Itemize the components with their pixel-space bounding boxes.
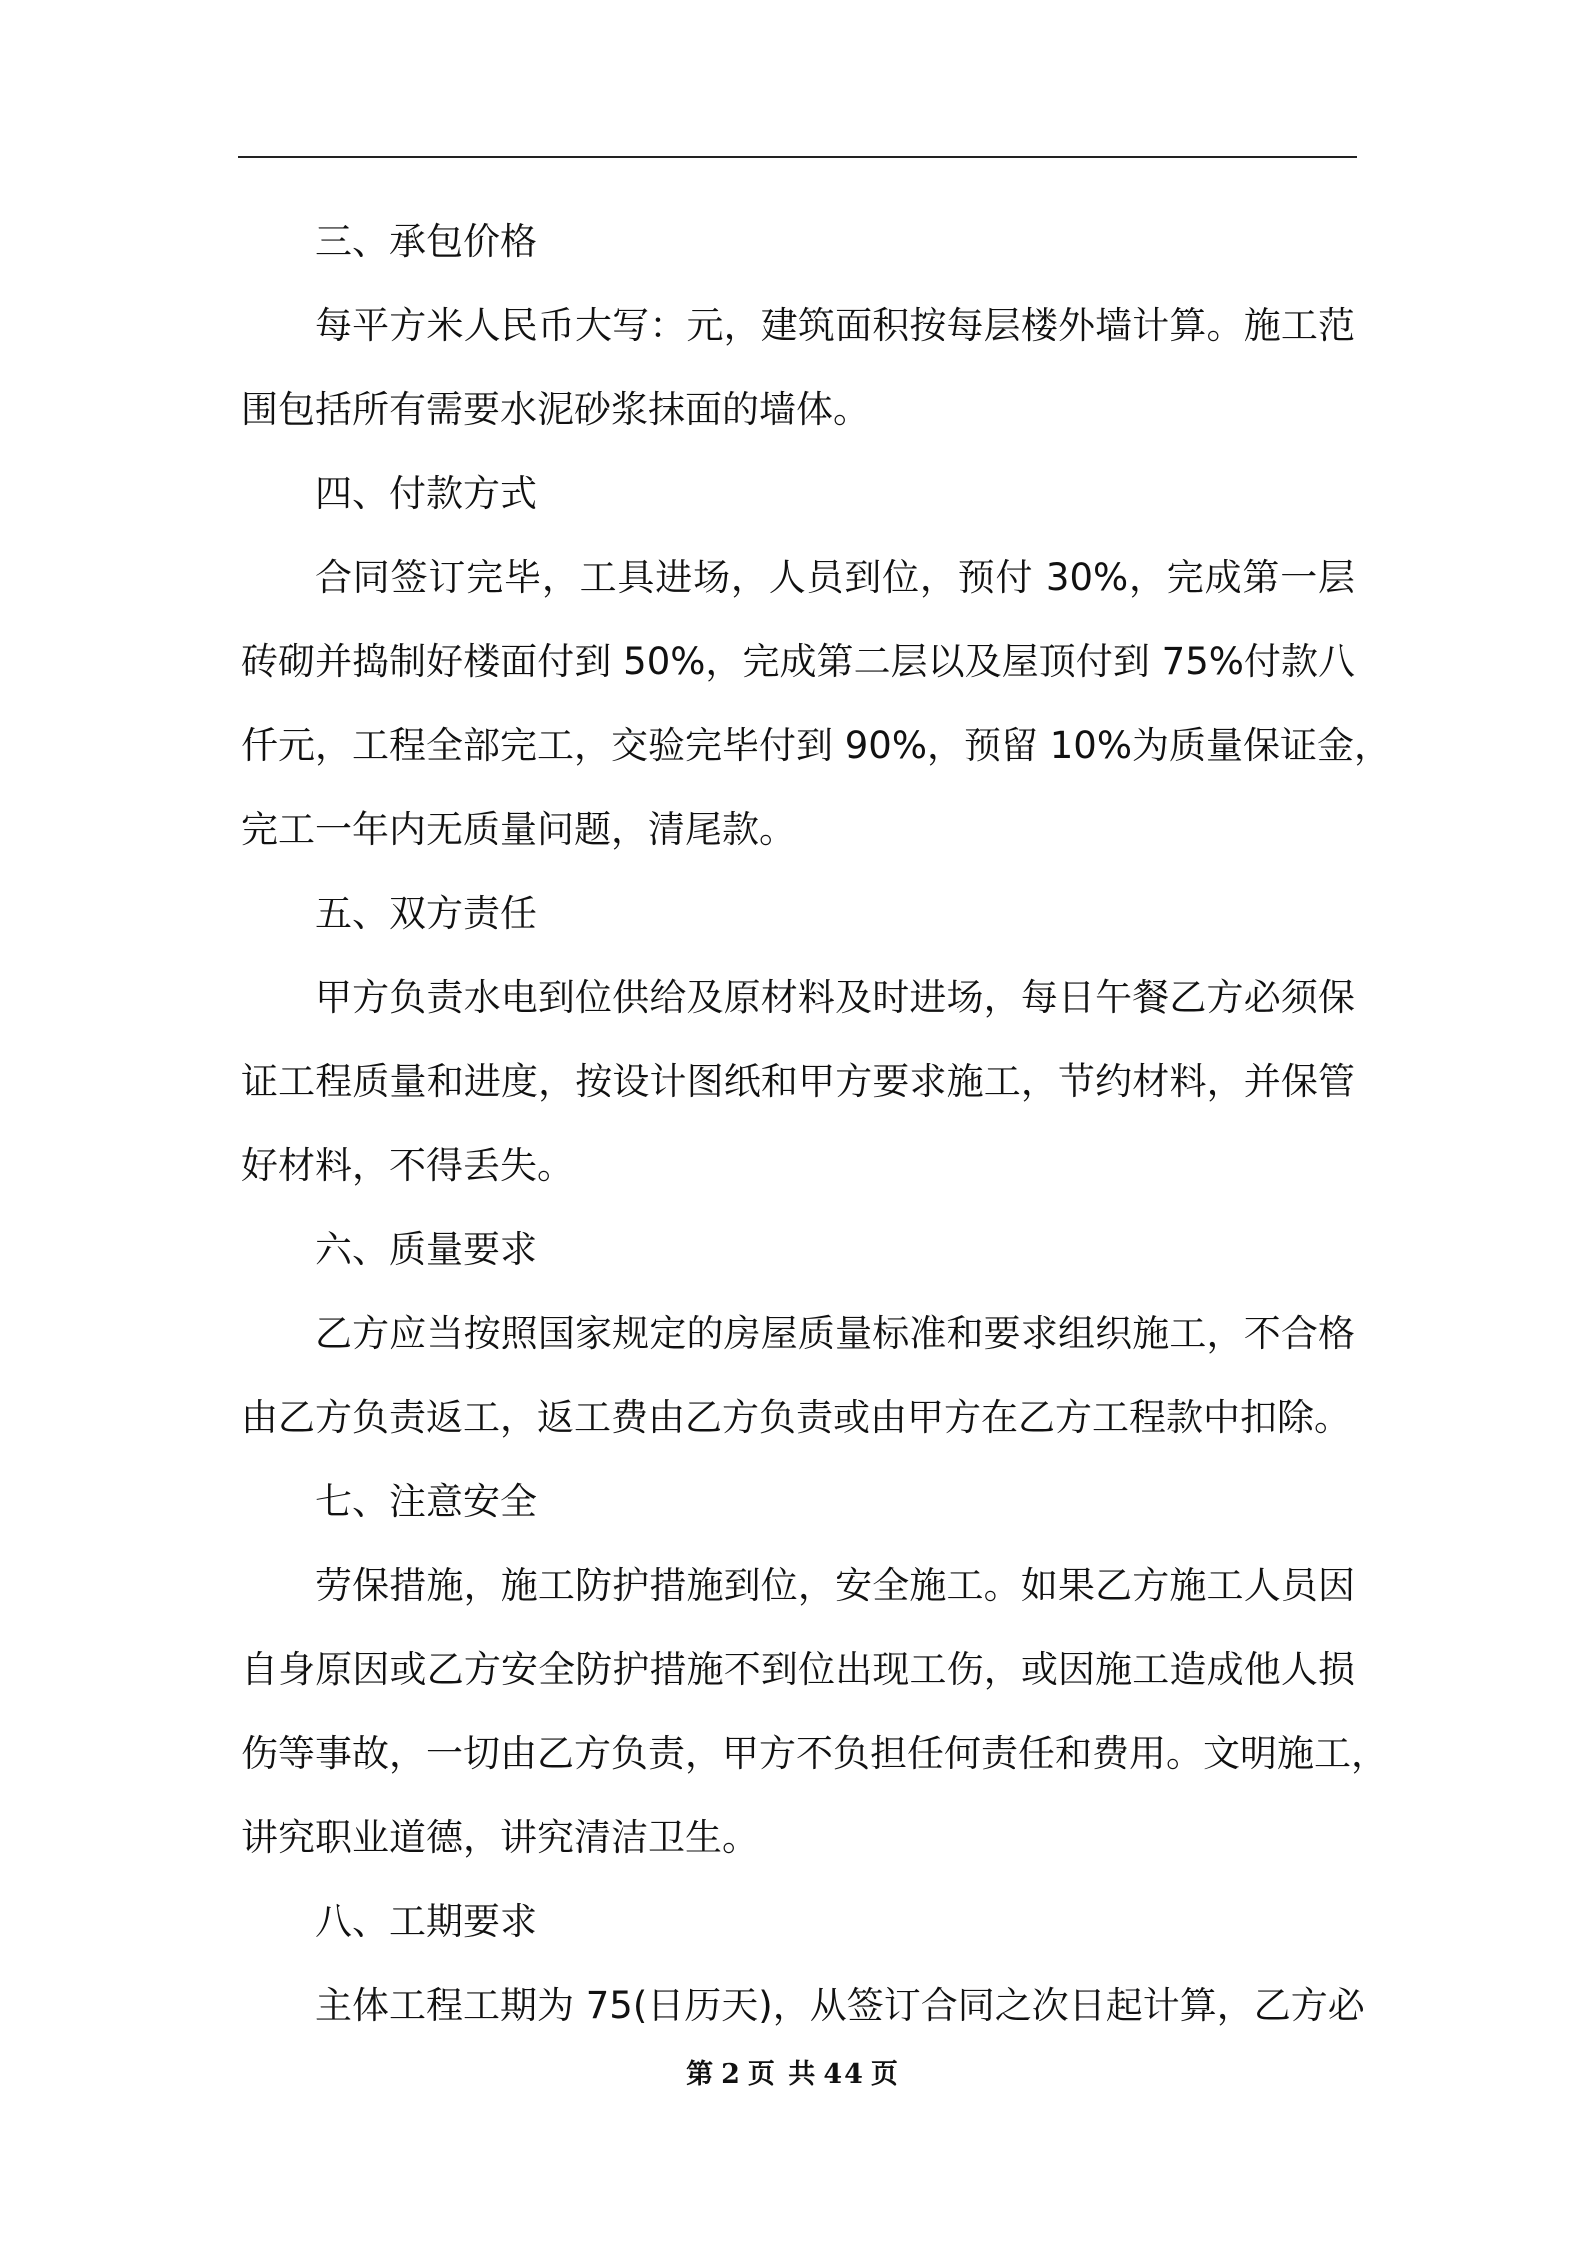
paragraph (241, 956, 1355, 1208)
paragraph (241, 1292, 1355, 1460)
document-body (241, 200, 1391, 2048)
paragraph-line: 劳保措施，施工防护措施到位，安全施工。如果乙方施工人员因 (315, 1564, 1355, 1607)
paragraph-line: 好材料，不得丢失。 (241, 1144, 574, 1187)
section-heading: 三、承包价格 (315, 220, 537, 263)
paragraph-line: 自身原因或乙方安全防护措施不到位出现工伤，或因施工造成他人损 (241, 1648, 1355, 1691)
section-safety (241, 1460, 1388, 1880)
section-heading: 六、质量要求 (315, 1228, 537, 1271)
paragraph-line: 讲究职业道德，讲究清洁卫生。 (241, 1816, 759, 1859)
paragraph-line: 证工程质量和进度，按设计图纸和甲方要求施工，节约材料，并保管 (241, 1060, 1355, 1103)
paragraph-line: 每平方米人民币大写：元，建筑面积按每层楼外墙计算。施工范 (315, 304, 1355, 347)
section-contract-price (241, 200, 1355, 452)
footer-total-pages: 44 (823, 2059, 865, 2090)
paragraph (241, 536, 1391, 872)
footer-middle: 页 共 (747, 2059, 818, 2090)
section-heading: 七、注意安全 (315, 1480, 537, 1523)
paragraph-line: 围包括所有需要水泥砂浆抹面的墙体。 (241, 388, 870, 431)
section-quality-requirements (241, 1208, 1355, 1460)
footer-current-page: 2 (721, 2059, 742, 2090)
footer-prefix: 第 (686, 2059, 716, 2090)
paragraph-line: 主体工程工期为 75(日历天)，从签订合同之次日起计算，乙方必 (315, 1984, 1365, 2027)
paragraph (241, 1964, 1365, 2048)
paragraph (241, 1544, 1388, 1880)
footer-suffix: 页 (870, 2059, 900, 2090)
section-heading: 八、工期要求 (315, 1900, 537, 1943)
paragraph (241, 284, 1355, 452)
section-heading: 五、双方责任 (315, 892, 537, 935)
paragraph-line: 由乙方负责返工，返工费由乙方负责或由甲方在乙方工程款中扣除。 (241, 1396, 1351, 1439)
section-heading: 四、付款方式 (315, 472, 537, 515)
paragraph-line: 合同签订完毕，工具进场，人员到位，预付 30%，完成第一层 (315, 556, 1355, 599)
section-schedule (241, 1880, 1365, 2048)
header-rule (238, 156, 1357, 158)
paragraph-line: 仟元，工程全部完工，交验完毕付到 90%，预留 10%为质量保证金， (241, 724, 1391, 767)
paragraph-line: 甲方负责水电到位供给及原材料及时进场，每日午餐乙方必须保 (315, 976, 1355, 1019)
paragraph-line: 乙方应当按照国家规定的房屋质量标准和要求组织施工，不合格 (315, 1312, 1355, 1355)
paragraph-line: 完工一年内无质量问题，清尾款。 (241, 808, 796, 851)
paragraph-line: 伤等事故，一切由乙方负责，甲方不负担任何责任和费用。文明施工， (241, 1732, 1388, 1775)
section-payment-method (241, 452, 1391, 872)
section-responsibilities (241, 872, 1355, 1208)
page-number-footer (0, 2052, 1586, 2091)
paragraph-line: 砖砌并捣制好楼面付到 50%，完成第二层以及屋顶付到 75%付款八 (241, 640, 1355, 683)
